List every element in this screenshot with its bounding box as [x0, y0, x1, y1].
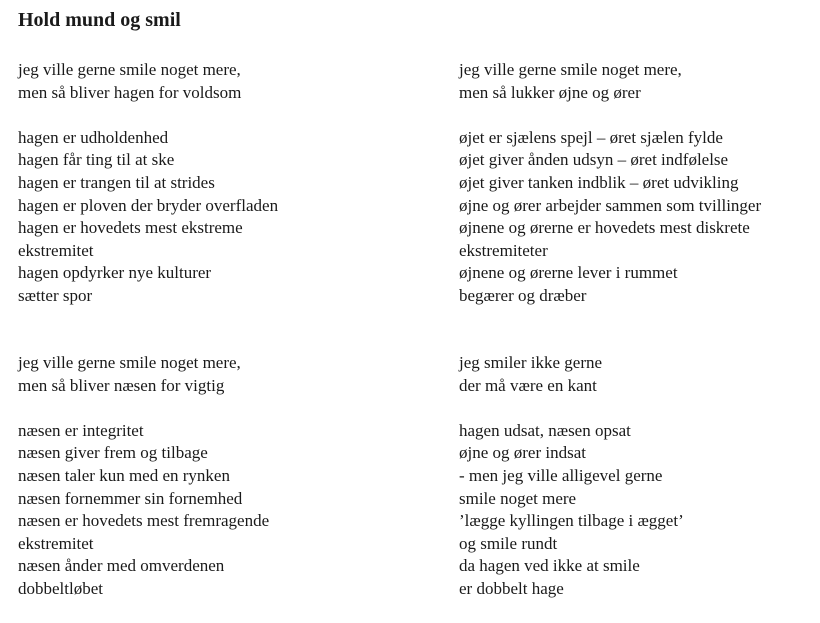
- poem-title: Hold mund og smil: [18, 9, 181, 31]
- poem-section-chin: [18, 59, 278, 330]
- poem-line: øjnene og ørerne er hovedets mest diskrete: [459, 218, 750, 238]
- stanza: [459, 352, 684, 397]
- poem-line: hagen er udholdenhed: [18, 127, 169, 147]
- poem-line: dobbeltløbet: [18, 578, 103, 598]
- stanza: [459, 420, 684, 601]
- poem-section-closing: [459, 352, 684, 623]
- poem-line: ’lægge kyllingen tilbage i ægget’: [459, 511, 684, 531]
- poem-line: jeg ville gerne smile noget mere,: [18, 60, 241, 79]
- poem-line: øjne og ører indsat: [459, 443, 586, 463]
- poem-line: men så bliver hagen for voldsom: [18, 82, 242, 102]
- poem-section-eyes-ears: [459, 59, 761, 330]
- poem-line: og smile rundt: [459, 533, 558, 553]
- stanza: [18, 59, 278, 104]
- poem-line: der må være en kant: [459, 375, 597, 395]
- poem-line: jeg ville gerne smile noget mere,: [18, 353, 241, 372]
- poem-line: øjnene og ørerne lever i rummet: [459, 263, 678, 283]
- poem-line: jeg ville gerne smile noget mere,: [459, 60, 682, 79]
- poem-line: hagen er trangen til at strides: [18, 172, 215, 192]
- poem-line: hagen er ploven der bryder overfladen: [18, 195, 279, 215]
- poem-line: ekstremiteter: [459, 240, 548, 260]
- poem-section-nose: [18, 352, 269, 623]
- stanza: [18, 420, 269, 601]
- poem-line: jeg smiler ikke gerne: [459, 353, 603, 372]
- poem-line: hagen opdyrker nye kulturer: [18, 263, 212, 283]
- stanza: [459, 59, 761, 104]
- poem-line: næsen giver frem og tilbage: [18, 443, 208, 463]
- poem-line: øjet giver ånden udsyn – øret indfølelse: [459, 150, 729, 170]
- poem-line: begærer og dræber: [459, 285, 587, 305]
- poem-line: næsen fornemmer sin fornemhed: [18, 488, 243, 508]
- poem-line: hagen får ting til at ske: [18, 150, 175, 170]
- poem-line: hagen er hovedets mest ekstreme: [18, 218, 243, 238]
- poem-line: da hagen ved ikke at smile: [459, 556, 640, 576]
- poem-line: øjne og ører arbejder sammen som tvillinger: [459, 195, 762, 215]
- poem-line: næsen er integritet: [18, 420, 144, 440]
- poem-line: smile noget mere: [459, 488, 577, 508]
- poem-line: næsen ånder med omverdenen: [18, 556, 225, 576]
- stanza: [459, 127, 761, 308]
- poem-line: ekstremitet: [18, 533, 94, 553]
- poem-line: næsen taler kun med en rynken: [18, 465, 230, 485]
- poem-line: er dobbelt hage: [459, 578, 564, 598]
- poem-line: næsen er hovedets mest fremragende: [18, 511, 270, 531]
- poem-line: øjet er sjælens spejl – øret sjælen fylde: [459, 127, 723, 147]
- stanza: [18, 127, 278, 308]
- poem-line: hagen udsat, næsen opsat: [459, 420, 631, 440]
- poem-line: øjet giver tanken indblik – øret udvikling: [459, 172, 739, 192]
- poem-line: sætter spor: [18, 285, 93, 305]
- poem-line: - men jeg ville alligevel gerne: [459, 465, 663, 485]
- poem-line: men så lukker øjne og ører: [459, 82, 641, 102]
- poem-line: men så bliver næsen for vigtig: [18, 375, 225, 395]
- poem-line: ekstremitet: [18, 240, 94, 260]
- stanza: [18, 352, 269, 397]
